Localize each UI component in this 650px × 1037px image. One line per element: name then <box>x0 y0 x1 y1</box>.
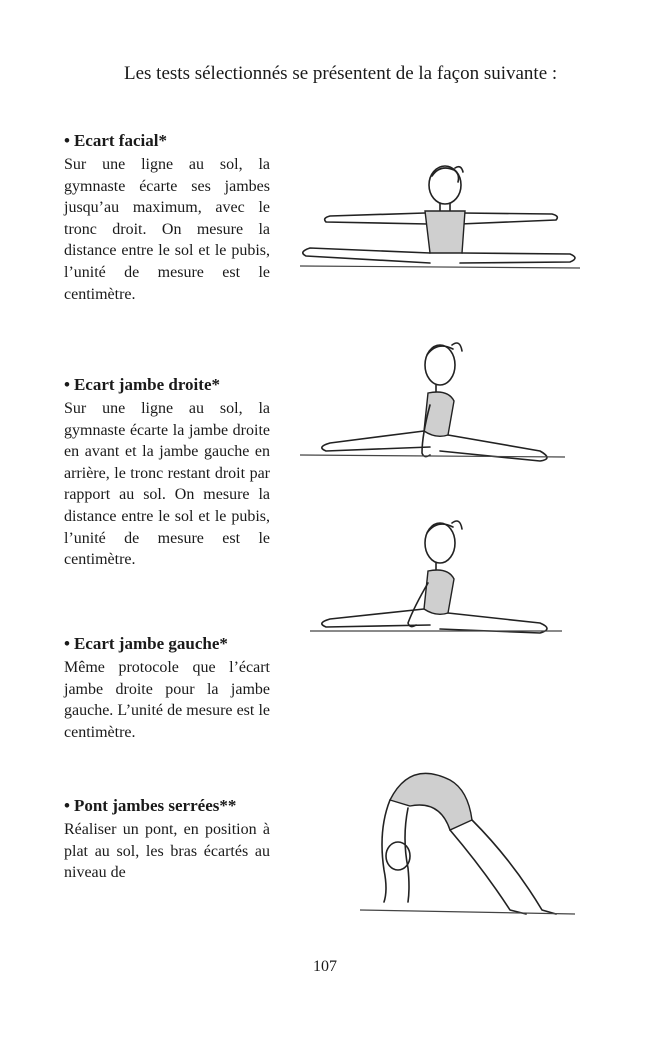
section-title-text: Ecart jambe droite* <box>73 375 220 394</box>
section-body: Même protocole que l’écart jambe droite pour la jambe gauche. L’unité de mesure est le centimètre. <box>64 659 270 741</box>
section-title <box>64 130 270 152</box>
bullet: • <box>64 375 70 394</box>
section-ecart-jambe-droite <box>64 374 270 571</box>
bullet: • <box>64 131 70 150</box>
gymnast-left-split-icon <box>300 515 570 645</box>
gymnast-right-split-icon <box>290 335 570 480</box>
bullet: • <box>64 634 70 653</box>
section-body: Sur une ligne au sol, la gymnaste écarte la jambe droite en avant et la jambe gauche en arrière, le tronc restant droit par rapport au sol. On mesure la distance entre le sol et le pubis, l’unité de mesure est le centimètre. <box>64 400 270 569</box>
section-title-text: Ecart facial* <box>73 131 167 150</box>
section-pont-jambes-serrees <box>64 795 270 884</box>
page-number: 107 <box>313 958 337 975</box>
gymnast-bridge-icon <box>350 760 580 922</box>
intro-paragraph: Les tests sélectionnés se présentent de la façon suivante : <box>124 63 558 84</box>
section-body: Sur une ligne au sol, la gymnaste écarte ses jambes jusqu’au maximum, avec le tronc droit. On mesure la distance entre le sol et le pubis, l’unité de mesure est le centimètre. <box>64 156 270 303</box>
bullet: • <box>64 796 70 815</box>
section-title <box>64 795 270 817</box>
section-title-text: Pont jambes serrées** <box>73 796 237 815</box>
gymnast-facial-split-icon <box>290 158 590 278</box>
section-title <box>64 633 270 655</box>
section-ecart-jambe-gauche <box>64 633 270 743</box>
section-title <box>64 374 270 396</box>
section-ecart-facial <box>64 130 270 305</box>
section-body: Réaliser un pont, en position à plat au sol, les bras écartés au niveau de <box>64 821 270 882</box>
section-title-text: Ecart jambe gauche* <box>73 634 228 653</box>
